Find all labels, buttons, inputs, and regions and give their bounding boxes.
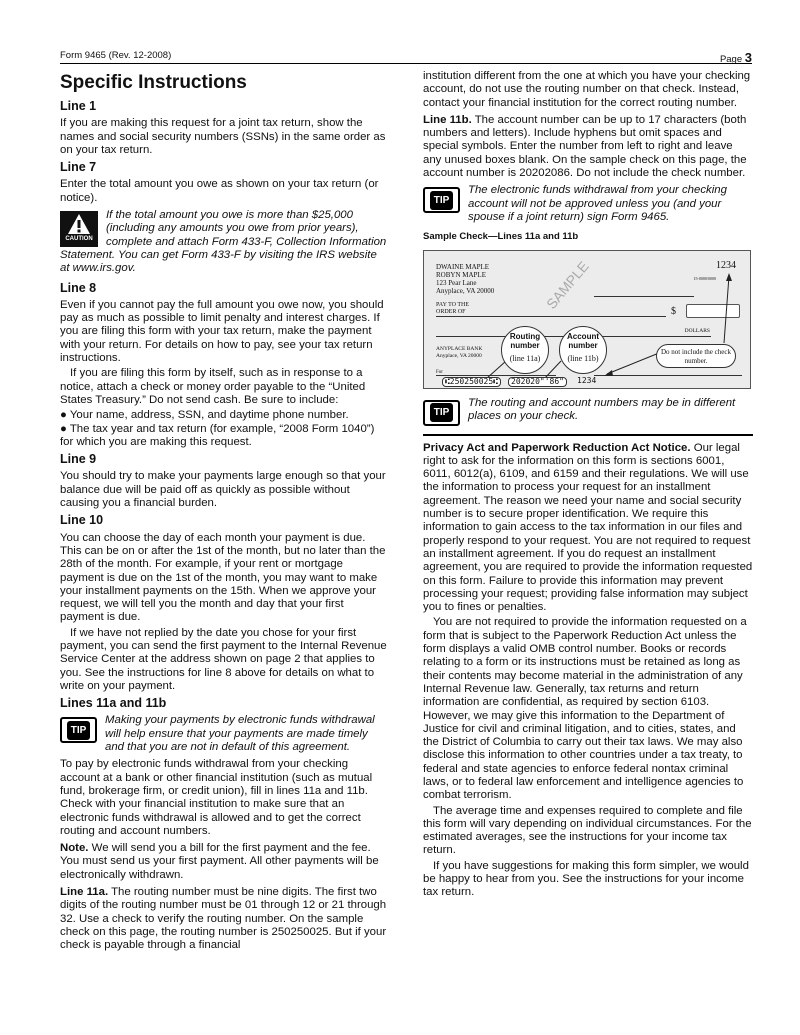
tip-text: The routing and account numbers may be in different places on your check. [468, 396, 736, 422]
privacy-paragraph: Privacy Act and Paperwork Reduction Act Notice. Our legal right to ask for the information on this form is sections 6001, 6011, 6012(a), 6109, and 6159 and their regulations. We will use the information to process your request for an installment agreement. The reason we need your name and social security number is to secure proper identification. We require this information to gain access to the tax information in our files and properly respond to your request. You are not required to request an installment agreement. If you do request an installment agreement, you are required to provide the information requested on this form. Failure to provide this information may prevent processing your request; providing false information may subject you to fines or penalties. [423, 441, 753, 614]
page-title: Specific Instructions [60, 72, 247, 93]
account-number-callout: Account number (line 11b) [559, 326, 607, 374]
bank-info: ANYPLACE BANK Anyplace, VA 20000 [436, 345, 483, 359]
line10-p1: You can choose the day of each month your payment is due. This can be on or after the 1st of the month, but no later than the 28th of the month. For example, if your rent or mortgage payment is due on the 1st of the month, you may want to make your installment payments on the 15th. When we approve your request, we will tell you the month and day that your first payment is due. [60, 531, 386, 624]
dollars-label: DOLLARS [684, 327, 710, 334]
privacy-p4: If you have suggestions for making this form simpler, we would be happy to hear from you. See the instructions for your income tax return. [423, 859, 749, 899]
bullet-item: ● The tax year and tax return (for example, “2008 Form 1040”) for which you are making this request. [60, 422, 375, 448]
payer-info: DWAINE MAPLE ROBYN MAPLE 123 Pear Lane Anyplace, VA 20000 [436, 262, 495, 295]
left-column [60, 70, 388, 957]
line11b-paragraph: Line 11b. The account number can be up to 17 characters (both numbers and letters). Include hyphens but omit spaces and special symbols. Enter the number from left to right and leave any unused boxes blank. On the sample check on this page, the account number is 20202086. Do not include the check number. [423, 113, 747, 180]
privacy-p3: The average time and expenses required to complete and file this form will vary depending on individual circumstances. For the estimated averages, see the instructions for your income tax return. [423, 804, 752, 857]
tip-icon: TIP [60, 717, 97, 743]
section-divider [423, 434, 753, 436]
caution-note [60, 209, 388, 275]
routing-number-callout: Routing number (line 11a) [501, 326, 549, 374]
header-rule [60, 63, 752, 64]
sample-check [423, 250, 751, 389]
line7-text: Enter the total amount you owe as shown on your tax return (or notice). [60, 178, 379, 204]
line11a-paragraph: Line 11a. The routing number must be nine digits. The first two digits of the routing number must be 01 through 12 or 21 through 32. Use a check to verify the routing number. On the sample check on this page, the routing number is 250250025. But if your check is payable through a financial [60, 886, 387, 952]
check-number: 1234 [716, 259, 736, 271]
caution-text: If the total amount you owe is more than $25,000 (including any amounts you owe from prior years), complete and attach Form 433-F, Collection Information Statement. You can get Form 433-F by visiting the IRS website at www.irs.gov. [60, 209, 387, 275]
right-column [423, 70, 753, 902]
form-id: Form 9465 (Rev. 12-2008) [60, 50, 172, 61]
line10-p2: If we have not replied by the date you chose for your first payment, you can send the first payment to the Internal Revenue Service Center at the address shown on page 2 that applies to you. See the instructions for line 8 above for details on what to write on your payment. [60, 626, 387, 692]
privacy-p2: You are not required to provide the information requested on a form that is subject to the Paperwork Reduction Act unless the form displays a valid OMB control number. Books or records relating to a form or its instructions must be retained as long as their contents may become material in the administration of any Internal Revenue law. Generally, tax returns and return information are confidential, as required by section 6103. However, we may give this information to the Department of Justice for civil and criminal litigation, and to cities, states, and the District of Columbia to carry out their tax laws. We may also disclose this information to other countries under a tax treaty, to federal and state agencies to enforce federal nontax criminal laws, or to federal law enforcement and intelligence agencies to combat terrorism. [423, 616, 747, 802]
continued-text: institution different from the one at which you have your checking account, do not use the routing number on that check. Instead, contact your financial institution for the correct routing number. [423, 70, 751, 109]
heading-line9: Line 9 [60, 452, 97, 467]
check-number-callout: Do not include the check number. [656, 344, 736, 368]
bullet-item: ● Your name, address, SSN, and daytime phone number. [60, 409, 349, 422]
for-label: For [436, 369, 443, 375]
micr-account: 202020"'86" [508, 377, 567, 387]
lines11-p1: To pay by electronic funds withdrawal from your checking account at a bank or other financial institution (such as mutual fund, brokerage firm, or credit union), fill in lines 11a and 11b. Check with your financial institution to make sure that an electronic funds withdrawal is allowed and to get the correct routing and account numbers. [60, 758, 373, 837]
tip-icon: TIP [423, 400, 460, 426]
sample-check-title: Sample Check—Lines 11a and 11b [423, 231, 579, 243]
line8-p2: If you are filing this form by itself, such as in response to a notice, attach a check or money order payable to the “United States Treasury.” Do not send cash. Be sure to include: [60, 367, 366, 406]
heading-line8: Line 8 [60, 280, 97, 295]
heading-lines11: Lines 11a and 11b [60, 696, 167, 711]
line9-text: You should try to make your payments large enough so that your balance due will be paid off as quickly as possible without causing you a financial burden. [60, 470, 386, 510]
page-number: Page 3 [719, 50, 752, 65]
pay-to-label: PAY TO THE ORDER OF [436, 301, 470, 315]
micr-routing: ⑆250250025⑆ [442, 377, 501, 387]
dollar-sign: $ [671, 305, 676, 317]
heading-line1: Line 1 [60, 99, 97, 113]
line1-text: If you are making this request for a joint tax return, show the names and social security numbers (SSNs) in the same order as on your tax return. [60, 117, 386, 156]
note-paragraph: Note. We will send you a bill for the first payment and the fee. You must send us your first payment. All other payments will be electronically withdrawn. [60, 842, 379, 881]
micr-check-number: 1234 [577, 375, 597, 385]
tip-note-check [423, 397, 753, 426]
line8-p1: Even if you cannot pay the full amount you owe now, you should pay as much as possible to limit penalty and interest charges. If you are filing this form with your tax return, make the payment with your return. For details on how to pay, see your tax return instructions. [60, 298, 384, 365]
caution-icon: CAUTION [60, 211, 98, 247]
heading-line7: Line 7 [60, 160, 97, 175]
tip-note-signature [423, 184, 753, 224]
tip-icon: TIP [423, 187, 460, 213]
sample-watermark: SAMPLE [543, 257, 592, 312]
tip-text: The electronic funds withdrawal from your checking account will not be approved unless you (and your spouse if a joint return) sign Form 9465. [468, 184, 727, 223]
heading-line10: Line 10 [60, 513, 104, 528]
tip-text: Making your payments by electronic funds withdrawal will help ensure that your payments are made timely and that you are not in default of this agreement. [105, 714, 375, 754]
fraction-code: 15-0000/0000 [693, 275, 716, 281]
tip-note [60, 714, 388, 754]
